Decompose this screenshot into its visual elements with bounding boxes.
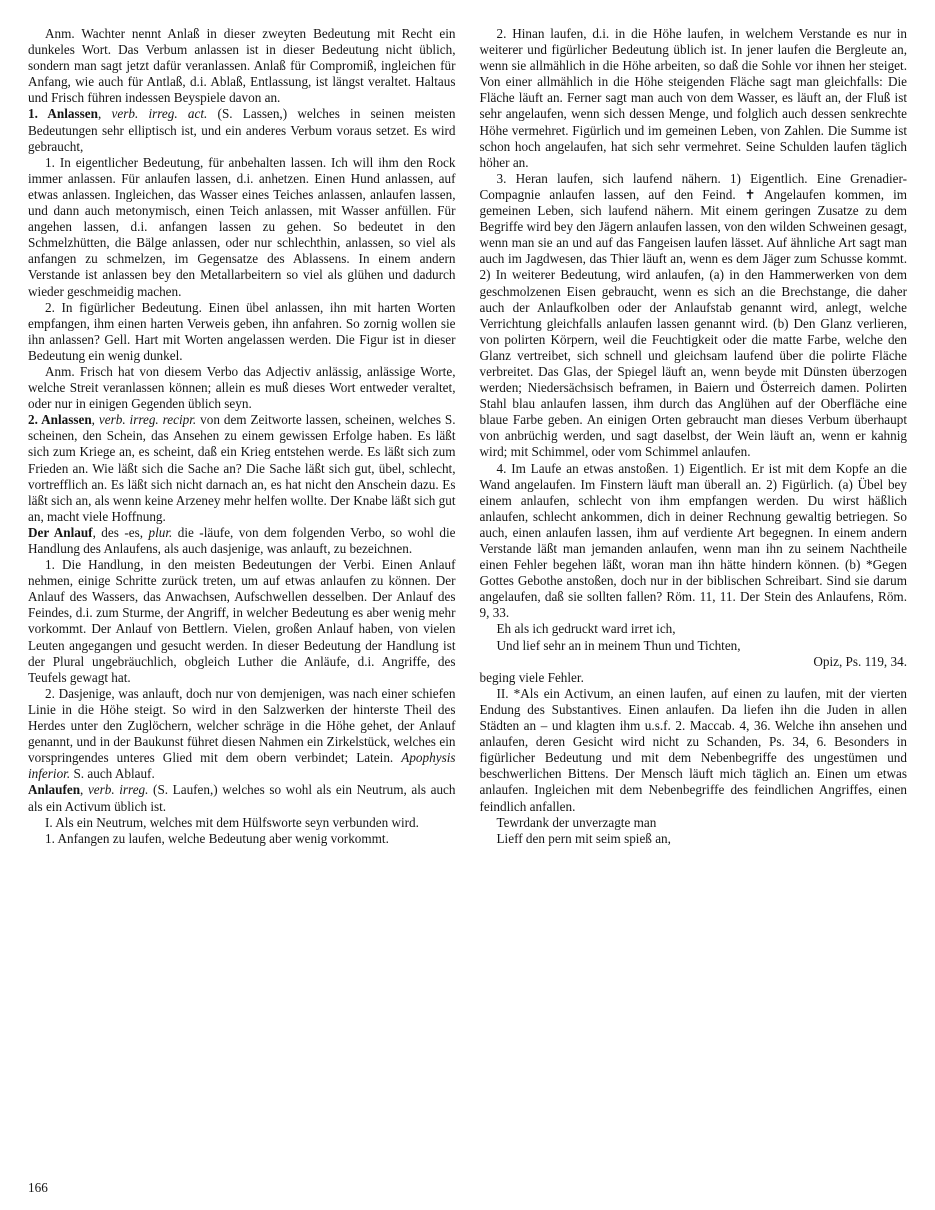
text-run: Der Anlauf — [28, 524, 93, 540]
text-run: verb. irreg. — [87, 782, 149, 798]
paragraph — [28, 815, 456, 831]
paragraph — [28, 300, 456, 364]
paragraph — [28, 106, 456, 154]
text-run: von dem Zeitworte lassen, scheinen, welches S. scheinen, den Schein, das Ansehen zu einem gewissen Erfolge haben. Es läßt sich zum Kriege an, es scheint, daß ein Krieg entstehen werde. Es läßt sich zum Frieden an. Wie läßt sich die Sache an? Die Sache läßt sich gut, übel, schlecht, vortrefflich an. Es läßt sich nicht darnach an, es hat nicht den Anschein dazu. Es läßt sich an, als wenn keine Arzeney mehr helfen wollte. Der Knabe läßt sich gut an, macht viele Hoffnung. — [28, 412, 456, 524]
paragraph — [480, 670, 908, 686]
text-run: 1. Anlassen — [28, 106, 98, 122]
text-run: Anm. Wachter nennt Anlaß in dieser zweyten Bedeutung mit Recht ein dunkeles Wort. Das Verbum anlassen ist in dieser Bedeutung nicht üblich, sondern man sagt jetzt dafür veranlassen. Anlaß für Compromiß, ingleichen für Anfang, wie auch für Antlaß, d.i. Ablaß, Entlassung, ist längst veraltet. Haltaus und Frisch führen indessen Beyspiele davon an. — [28, 26, 456, 106]
text-run: Und lief sehr an in meinem Thun und Tichten, — [496, 637, 741, 653]
paragraph — [480, 638, 908, 654]
text-run: Anm. Frisch hat von diesem Verbo das Adjectiv anlässig, anlässige Worte, welche Streit veranlassen können; allein es muß dieses Wort entweder veraltet, oder nur in einigen Gegenden üblich seyn. — [28, 363, 456, 412]
paragraph — [28, 557, 456, 686]
text-run: , des -es, — [92, 524, 149, 540]
text-run: (S. Laufen,) welches so wohl als ein Neutrum, als auch als ein Activum üblich ist. — [28, 782, 456, 814]
paragraph — [480, 171, 908, 461]
paragraph — [480, 831, 908, 847]
text-run: , — [80, 782, 88, 798]
paragraph — [480, 686, 908, 815]
paragraph — [28, 831, 456, 847]
left-column — [28, 26, 456, 847]
text-run: 2. In figürlicher Bedeutung. Einen übel anlassen, ihn mit harten Worten empfangen, ihm einen harten Verweis geben, ihn anfahren. So zornig wollen sie ihn anlassen? Gell. Hart mit Worten angelassen werden. Die Figur ist in dieser Bedeutung ein wenig dunkel. — [28, 299, 456, 363]
text-run: , — [91, 412, 99, 428]
text-run: 1. Die Handlung, in den meisten Bedeutungen der Verbi. Einen Anlauf nehmen, einige Schritte zurück treten, um auf etwas anlaufen zu können. Der Anlauf des Wassers, das Anwachsen, Aufschwellen desselben. Der Anlauf des Feindes, d.i. zum Sturme, der Angriff, in welcher Bedeutung es aber wenig mehr vorkommt. Der Anlauf von Bettlern. Vielen, großen Anlauf haben, von vielen Leuten angegangen und gesucht werden. In dieser Bedeutung der Handlung ist der Plural ungebräuchlich, obgleich Luther die Anläufe, d.i. Angriffe, des Teufels gewagt hat. — [28, 557, 456, 685]
text-run: II. *Als ein Activum, an einen laufen, auf einen zu laufen, mit der vierten Endung des Substantives. Einen anlaufen. Da liefen ihn die Juden in allen Städten an – und klagten ihm u.s.f. 2. Maccab. 4, 36. Welche ihn ansehen und anlaufen, deren Gesicht wird nicht zu Schanden, Ps. 34, 6. Besonders in figürlicher Bedeutung und mit dem Nebenbegriffe des ungestümen und beschwerlichen Bittens. Der Mensch läuft mich täglich an. Einen um etwas anlaufen. Ingleichen mit dem Nebenbegriffe des feindlichen Angriffes, einen feindlich anfallen. — [479, 685, 907, 814]
text-run: 1. In eigentlicher Bedeutung, für anbehalten lassen. Ich will ihm den Rock immer anlassen. Für anlaufen lassen, d.i. anhetzen. Einen Hund anlassen, auf etwas anlassen. Ingleichen, das Wasser eines Teiches anlassen, anlaufen lassen, und dann auch metonymisch, einen Teich anlassen, mit Wasser anfüllen. Für angehen lassen, d.i. anfangen lassen zu gehen. So bedeutet in den Schmelzhütten, die Bälge anlassen, oder nur schlechthin, anlassen, so viel als anfangen zu schmelzen, im Gegensatze des Ablassens. In einem andern Verstande ist anlassen bey den Metallarbeitern so viel als glühen und dadurch wieder geschmeidig machen. — [28, 154, 456, 299]
text-run: Anlaufen — [28, 782, 81, 798]
paragraph — [28, 155, 456, 300]
text-run: Lieff den pern mit seim spieß an, — [496, 830, 671, 846]
text-run: S. auch Ablauf. — [70, 766, 155, 782]
page-number: 166 — [28, 1179, 48, 1195]
paragraph — [28, 686, 456, 783]
text-run: verb. irreg. act. — [111, 106, 208, 122]
paragraph — [28, 525, 456, 557]
right-column — [480, 26, 908, 847]
text-run: 2. Anlassen — [28, 412, 92, 428]
paragraph — [28, 26, 456, 106]
text-run: beging viele Fehler. — [479, 669, 584, 685]
text-run: plur. — [148, 524, 173, 540]
text-run: Eh als ich gedruckt ward irret ich, — [496, 621, 676, 637]
text-run: I. Als ein Neutrum, welches mit dem Hülfsworte seyn verbunden wird. — [45, 814, 419, 830]
text-run: Opiz, Ps. 119, 34. — [813, 653, 907, 669]
text-run: 2. Dasjenige, was anlauft, doch nur von demjenigen, was nach einer schiefen Linie in die Höhe steigt. So wird in den Salzwerken der hinterste Theil des Herdes unter den Zuglöchern, welcher schräge in die Höhe gehet, der Anlauf genannt, und in der Baukunst führet diesen Nahmen ein Zirkelstück, welches ein vorspringendes unteres Glied mit dem obern verbindet; Latein. — [28, 685, 456, 766]
text-run: 1. Anfangen zu laufen, welche Bedeutung aber wenig vorkommt. — [45, 830, 389, 846]
text-columns — [28, 26, 907, 847]
text-run: 2. Hinan laufen, d.i. in die Höhe laufen, in welchem Verstande es nur in weiterer und figürlicher Bedeutung üblich ist. In jener laufen die Bergleute an, wenn sie allmählich in die Höhe arbeiten, so daß die Sohle vor ihnen her steiget. Von einer allmählich in die Höhe steigenden Fläche sagt man gleichfalls: Die Fläche läuft an. Ferner sagt man auch von dem Wasser, es läuft an, der Fluß ist sehr angelaufen, wenn sich dessen Menge, und folglich auch dessen senkrechte Höhe vermehret. Figürlich und im gemeinen Leben, von Zahlen. Die Summe ist schon hoch angelaufen, hat sich sehr vermehret. Seine Schulden laufen täglich höher an. — [479, 26, 907, 170]
paragraph — [28, 412, 456, 525]
paragraph — [480, 654, 908, 670]
paragraph — [480, 815, 908, 831]
text-run: verb. irreg. recipr. — [98, 412, 197, 428]
text-run: , — [97, 106, 112, 122]
paragraph — [480, 621, 908, 637]
paragraph — [480, 26, 908, 171]
text-run: Apophysis inferior. — [28, 750, 456, 782]
text-run: (S. Lassen,) welches in seinen meisten Bedeutungen sehr elliptisch ist, und ein anderes Verbum voraus setzet. Es wird gebraucht, — [28, 106, 456, 154]
paragraph — [480, 461, 908, 622]
text-run: die -läufe, von dem folgenden Verbo, so wohl die Handlung des Anlaufens, als auch dasjenige, was anlauft, zu bezeichnen. — [28, 524, 456, 556]
text-run: 4. Im Laufe an etwas anstoßen. 1) Eigentlich. Er ist mit dem Kopfe an die Wand angelaufen. Im Finstern läuft man überall an. 2) Figürlich. (a) Übel bey einem anlaufen, schlecht von ihm empfangen werden. Du wirst häßlich anlaufen, schlecht ankommen, dich in deiner Rechnung gewaltig betriegen. So auch, einen anlaufen lassen, ihm auf verdiente Art begegnen. In einem andern Verstande läßt man jemanden anlaufen, wenn man ihn zu seinem Nachtheile einen Fehler begehen läßt, woran man ihn hätte hindern können. (b) *Gegen Gottes Gebothe anstoßen, doch nur in der biblischen Schreibart. Sind sie darum angelaufen, daß sie sollten fallen? Röm. 11, 11. Der Stein des Anlaufens, Röm. 9, 33. — [479, 460, 907, 621]
paragraph — [28, 782, 456, 814]
text-run: Tewrdank der unverzagte man — [496, 814, 657, 830]
paragraph — [28, 364, 456, 412]
text-run: 3. Heran laufen, sich laufend nähern. 1) Eigentlich. Eine Grenadier-Compagnie anlaufen lassen, auf den Feind. ✝ Angelaufen kommen, im gemeinen Leben, sich laufend nähern. Mit einem geringen Zusatze zu dem Begriffe wird bey den Jägern anlaufen lassen, von den wilden Schweinen gesagt, wenn man sie an und auf das Fangeisen laufen lässet. Auf ähnliche Art sagt man auch im Jagdwesen, das Thier läuft an, wenn es dem Jäger zum Schusse kommt. 2) In weiterer Bedeutung, wird anlaufen, (a) in den Hammerwerken von dem geschmolzenen Eisen gebraucht, wenn es sich an die Brechstange, die daher auch der Anlaufkolben oder der Anlaufstab genannt wird, anlegt, welche Verrichtung gleichfalls anlaufen lassen genannt wird. (b) Den Glanz verlieren, von polirten Körpern, weil die Feuchtigkeit oder die matte Farbe, welche den Glanz vertreibet, sich schnell und gleichsam laufend über die polirte Fläche verbreitet. Das Glas, der Spiegel läuft an, wenn beyde mit Dünsten überzogen werden; Niedersächsisch beframen, in Baiern und Österreich damen. Polirten Stahl blau anlaufen lassen, ihm durch das Anglühen auf der Oberfläche eine blaue Farbe geben. An einigen Orten gebraucht man dieses Verbum überhaupt von anbrüchig werden, und sagt daselbst, der Wein läuft an, wenn er kahnig wird; mit Schimmel, oder vom Schimmel anlaufen. — [479, 170, 907, 460]
